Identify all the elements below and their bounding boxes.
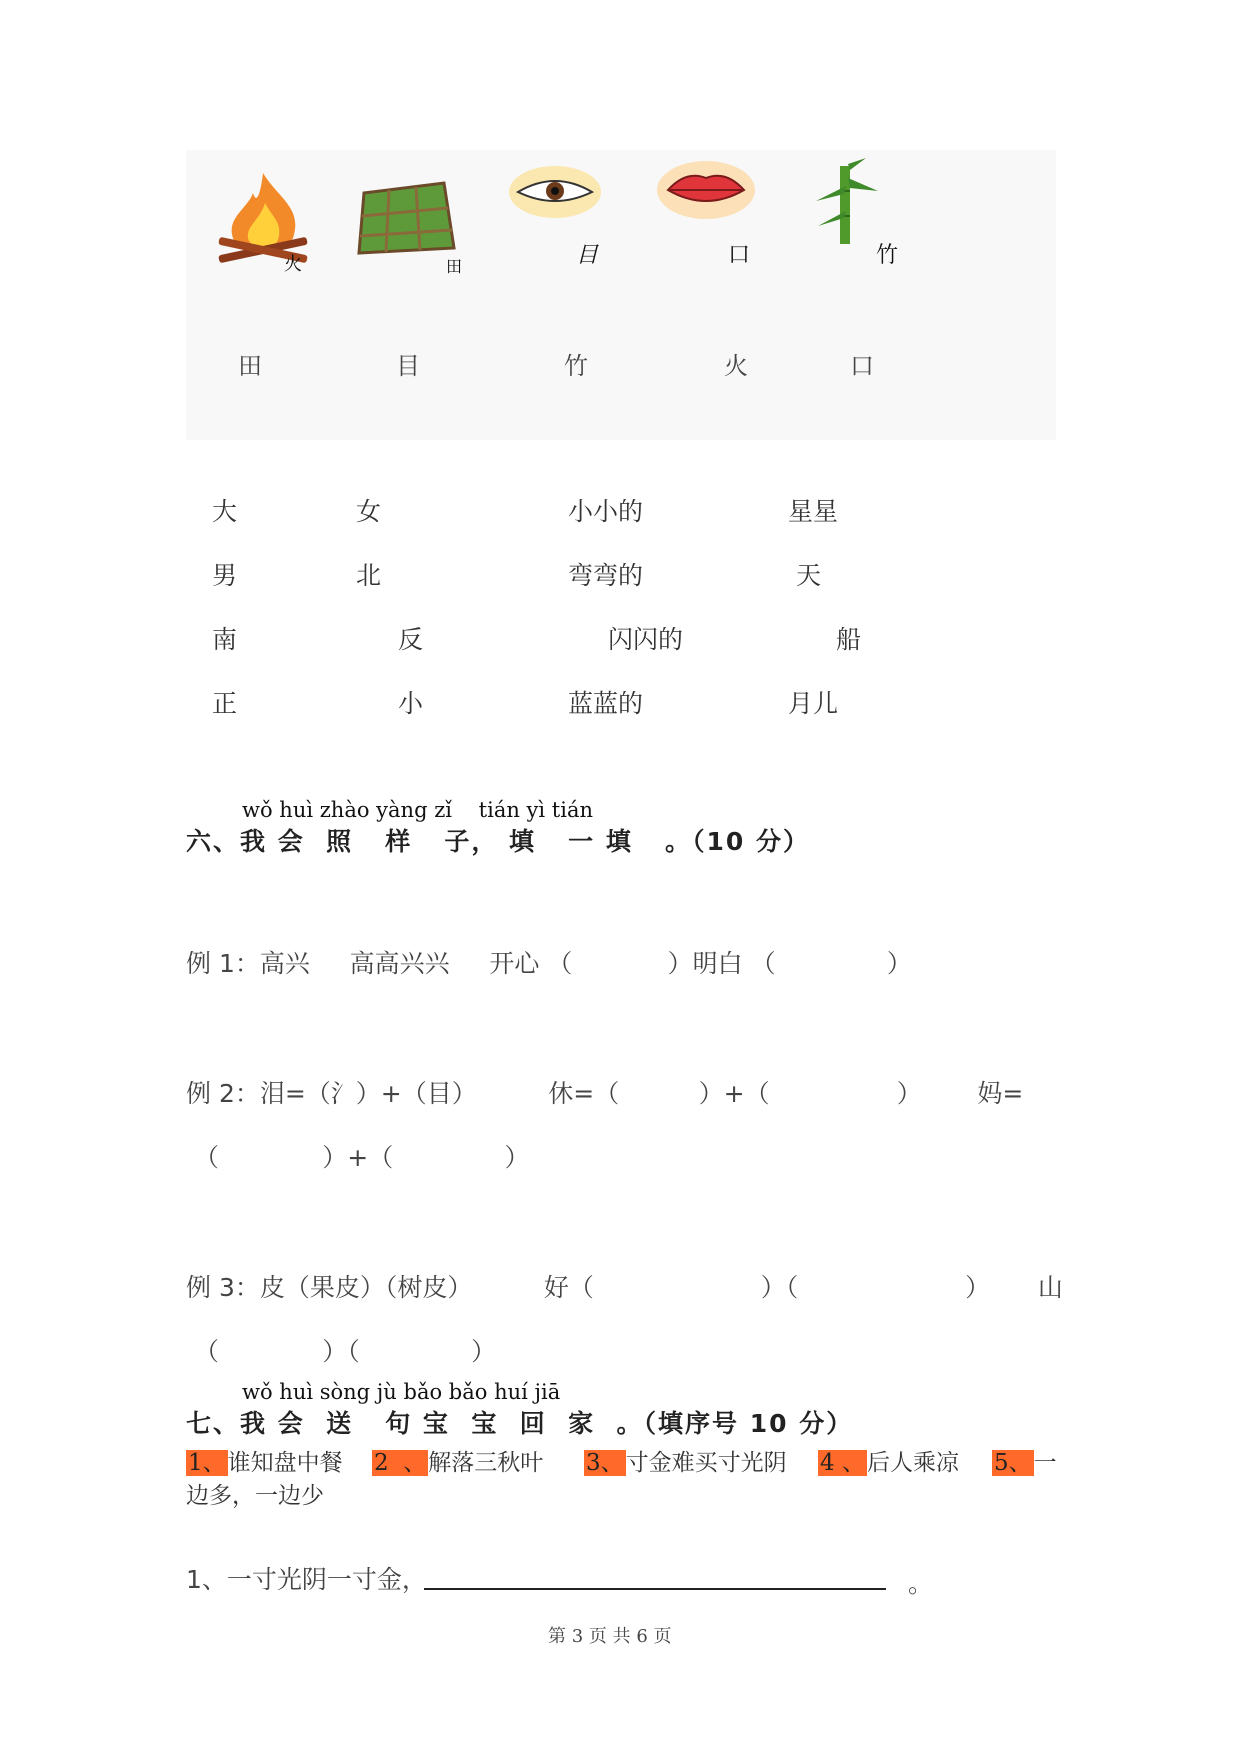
option-5-continued: 边多，一边少: [186, 1483, 324, 1509]
match-word: 女: [356, 497, 382, 526]
eye-picture: [508, 164, 603, 219]
option-text: 解落三秋叶: [428, 1450, 544, 1476]
char-zhu: 竹: [564, 352, 588, 380]
char-mu: 目: [396, 352, 420, 380]
match-word: 船: [836, 625, 862, 654]
match-word: 月儿: [788, 689, 839, 718]
match-word: 大: [212, 497, 238, 526]
example2-line-a: 例 2：泪=（氵）+（目） 休=（ ）+（ ） 妈=: [186, 1079, 1024, 1108]
option-text: 后人乘凉: [866, 1450, 959, 1476]
char-huo: 火: [724, 352, 748, 380]
mouth-ancient-glyph: 口: [728, 243, 751, 268]
field-picture: [354, 178, 464, 258]
option-2: [372, 1444, 543, 1477]
match-word: 正: [212, 689, 238, 718]
option-text: 寸金难买寸光阴: [625, 1450, 787, 1476]
example3-line-b: （ ）（ ）: [194, 1337, 497, 1366]
option-number: 5、: [994, 1450, 1032, 1476]
match-word: 北: [356, 561, 382, 590]
example2-line-b: （ ）+（ ）: [194, 1143, 530, 1172]
match-word: 天: [796, 561, 822, 590]
eye-ancient-glyph: 目: [576, 243, 599, 268]
bamboo-ancient-glyph: 竹: [876, 243, 899, 268]
example1-line: 例 1：高兴 高高兴兴 开心 （ ）明白 （ ）: [186, 949, 912, 978]
char-kou: 口: [850, 352, 874, 380]
match-word: 小小的: [568, 497, 644, 526]
option-text: 谁知盘中餐: [227, 1450, 343, 1476]
section7-pinyin: wǒ huì sòng jù bǎo bǎo huí jiā: [242, 1380, 561, 1404]
picture-panel: [186, 150, 1056, 440]
match-word: 蓝蓝的: [568, 689, 644, 718]
answer-blank[interactable]: [424, 1588, 886, 1590]
option-5: [992, 1444, 1057, 1477]
match-word: 反: [398, 625, 424, 654]
field-ancient-glyph: 田: [446, 257, 463, 276]
option-number: 3、: [586, 1450, 624, 1476]
match-word: 弯弯的: [568, 561, 644, 590]
option-text: 一: [1033, 1450, 1057, 1476]
option-4: [818, 1444, 959, 1477]
fire-ancient-glyph: 火: [284, 254, 302, 275]
mouth-picture: [656, 160, 756, 220]
match-word: 小: [398, 689, 424, 718]
option-number: 2 、: [374, 1450, 427, 1476]
option-number: 1、: [188, 1450, 226, 1476]
char-tian: 田: [238, 352, 262, 380]
option-3: [584, 1444, 787, 1477]
section6-pinyin: wǒ huì zhào yàng zǐ tián yì tián: [242, 798, 594, 822]
match-word: 男: [212, 561, 238, 590]
match-word: 星星: [788, 497, 839, 526]
question-1-text: 1、一寸光阴一寸金，: [186, 1565, 427, 1594]
match-word: 南: [212, 625, 238, 654]
option-1: [186, 1444, 343, 1477]
section6-title: 六、我 会 照 样 子， 填 一 填 。（10 分）: [186, 827, 810, 856]
question-1-end: 。: [908, 1569, 934, 1598]
match-word: 闪闪的: [608, 625, 684, 654]
page-footer: 第 3 页 共 6 页: [548, 1626, 672, 1647]
section7-title: 七、我 会 送 句 宝 宝 回 家 。（填序号 10 分）: [186, 1409, 854, 1438]
option-number: 4 、: [820, 1450, 865, 1476]
example3-line-a: 例 3：皮（果皮）（树皮） 好（ ）（ ） 山: [186, 1273, 1063, 1302]
bamboo-picture: [806, 156, 886, 246]
